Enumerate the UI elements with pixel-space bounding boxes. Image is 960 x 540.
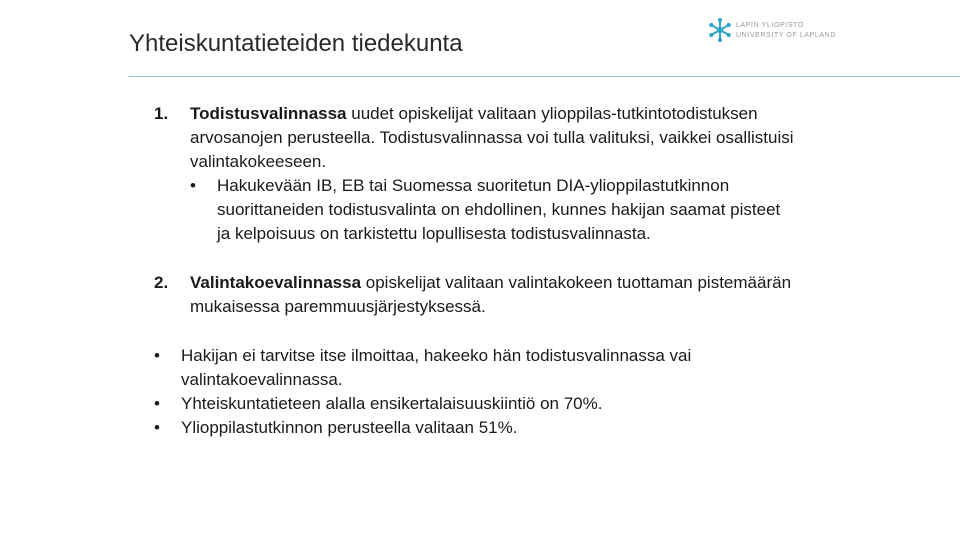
page-title: Yhteiskuntatieteiden tiedekunta	[129, 30, 463, 57]
item-text: opiskelijat valitaan valintakokeen tuottaman pistemäärän mukaisessa paremmuusjärjestyksessä.	[190, 273, 792, 316]
numbered-item-1	[154, 102, 794, 246]
bullet-text: Ylioppilastutkinnon perusteella valitaan 51%.	[181, 418, 518, 437]
item-bold-term: Todistusvalinnassa	[190, 104, 347, 123]
bullet-item	[154, 416, 794, 440]
item-text: uudet opiskelijat valitaan ylioppilas-tutkintotodistuksen arvosanojen perusteella. Todistusvalinnassa voi tulla valituksi, vaikkei osallistuisi valintakokeeseen.	[190, 104, 794, 171]
header-divider	[129, 76, 960, 77]
logo-line-2: UNIVERSITY OF LAPLAND	[736, 32, 836, 39]
bullet-marker: •	[154, 418, 160, 437]
snowflake-icon	[706, 16, 734, 44]
item-number: 2.	[154, 273, 169, 292]
bullet-item	[154, 392, 794, 416]
item-number: 1.	[154, 104, 169, 123]
bullet-marker: •	[190, 176, 196, 195]
sub-bullet-text: Hakukevään IB, EB tai Suomessa suoritetun DIA-ylioppilastutkinnon suorittaneiden todistusvalinta on ehdollinen, kunnes hakijan saamat pisteet ja kelpoisuus on tarkistettu lopullisesta todistusvalinnasta.	[217, 176, 781, 243]
bullet-marker: •	[154, 346, 160, 365]
item-bold-term: Valintakoevalinnassa	[190, 273, 362, 292]
sub-bullet-item	[190, 174, 794, 246]
slide-content	[154, 102, 794, 440]
bullet-item	[154, 344, 794, 392]
logo-text	[736, 21, 836, 41]
logo-line-1: LAPIN YLIOPISTO	[736, 22, 804, 29]
bullet-marker: •	[154, 394, 160, 413]
numbered-item-2	[154, 271, 794, 319]
university-logo	[706, 16, 836, 48]
bullet-text: Yhteiskuntatieteen alalla ensikertalaisuuskiintiö on 70%.	[181, 394, 603, 413]
bullet-text: Hakijan ei tarvitse itse ilmoittaa, hakeeko hän todistusvalinnassa vai valintakoevalinnassa.	[181, 346, 692, 389]
